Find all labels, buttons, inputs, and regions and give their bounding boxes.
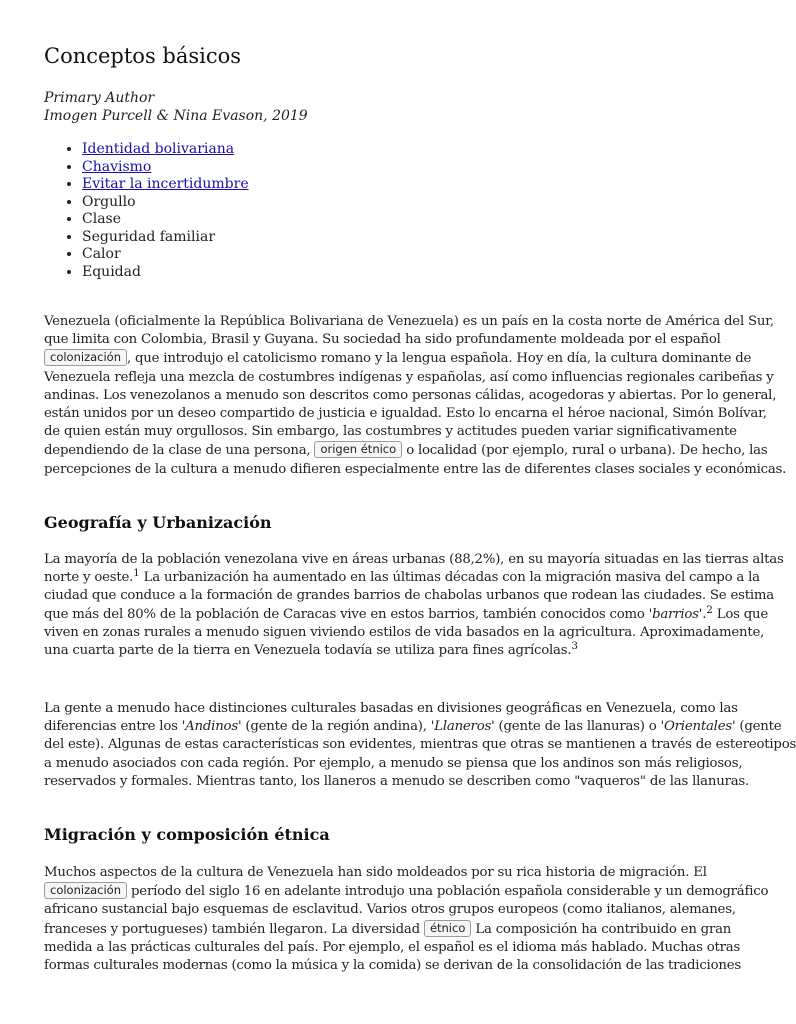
text-line: viven en zonas rurales a menudo siguen viviendo estilos de vida basados en la agricultura. Aproximadamente,: [44, 624, 765, 640]
concept-list-item: [82, 194, 249, 212]
concept-link[interactable]: Evitar la incertidumbre: [82, 176, 249, 192]
author-names: Imogen Purcell & Nina Evason, 2019: [44, 107, 308, 124]
concept-label: Orgullo: [82, 193, 136, 210]
text-line: medida a las prácticas culturales del país. Por ejemplo, el español es el idioma más hablado. Muchas otras: [44, 939, 741, 955]
text-span: franceses y portugueses) también llegaron. La diversidad: [44, 921, 420, 937]
text-span: norte y oeste.: [44, 570, 134, 586]
author-label: Primary Author: [44, 90, 155, 106]
text-line: percepciones de la cultura a menudo difieren especialmente entre las de diferentes clases sociales y económicas.: [44, 461, 787, 477]
section-heading-geografia: Geografía y Urbanización: [44, 513, 272, 532]
concept-label: Seguridad familiar: [82, 228, 216, 245]
italic-term: Andinos: [185, 719, 238, 735]
text-line: formas culturales modernas (como la música y la comida) se derivan de la consolidación de las tradiciones: [44, 958, 741, 974]
text-line: [44, 349, 752, 368]
author-block: [44, 90, 308, 125]
text-span: o localidad (por ejemplo, rural o urbana). De hecho, las: [406, 443, 768, 459]
migration-paragraph: [44, 864, 769, 975]
text-line: Venezuela refleja una mezcla de costumbres indígenas y españolas, así como influencias regionales caribeñas y: [44, 369, 774, 385]
regions-paragraph: [44, 700, 796, 791]
concept-list: [44, 141, 249, 281]
text-line: [44, 441, 768, 460]
text-span: La urbanización ha aumentado en las últimas décadas con la migración masiva del campo a la: [139, 570, 760, 586]
text-line: están unidos por un deseo compartido de justicia e igualdad. Esto lo encarna el héroe nacional, Simón Bolívar,: [44, 406, 767, 422]
text-line: [44, 603, 769, 624]
text-line: Muchos aspectos de la cultura de Venezuela han sido moldeados por su rica historia de migración. El: [44, 865, 707, 880]
text-line: ciudad que conduce a la formación de grandes barrios de chabolas urbanos que rodean las ciudades. Se estima: [44, 588, 774, 604]
text-line: [44, 718, 782, 736]
concept-label: Equidad: [82, 263, 141, 280]
text-line: que limita con Colombia, Brasil y Guyana. Su sociedad ha sido profundamente moldeada por el español: [44, 332, 721, 348]
text-line: [44, 882, 769, 901]
geography-paragraph: [44, 551, 784, 660]
concept-list-item[interactable]: [82, 176, 249, 194]
text-line: reservados y formales. Mientras tanto, los llaneros a menudo se describen como "vaqueros" de las llanuras.: [44, 773, 750, 789]
text-line: del este). Algunas de estas características son evidentes, mientras que otras se mantienen a través de estereotipos: [44, 737, 796, 753]
intro-paragraph: [44, 313, 787, 479]
term-tag-colonizacion-2[interactable]: colonización: [44, 882, 127, 899]
concept-list-item: [82, 211, 249, 229]
text-span: diferencias entre los ': [44, 719, 186, 735]
italic-term: Llaneros: [434, 719, 492, 735]
concept-list-item[interactable]: [82, 159, 249, 177]
concept-link[interactable]: Identidad bolivariana: [82, 141, 235, 157]
text-line: a menudo asociados con cada región. Por ejemplo, a menudo se piensa que los andinos son más religiosos,: [44, 755, 743, 771]
footnote-ref-1[interactable]: 1: [133, 567, 140, 580]
text-line: africano sustancial bajo esquemas de esclavitud. Varios otros grupos europeos (como italianos, alemanes,: [44, 902, 736, 918]
text-span: ' (gente de las llanuras) o ': [491, 719, 664, 735]
italic-term: Orientales: [663, 719, 732, 735]
text-line: [44, 920, 734, 939]
concept-label: Calor: [82, 246, 121, 262]
text-line: Venezuela (oficialmente la República Bolivariana de Venezuela) es un país en la costa norte de América del Sur,: [44, 314, 774, 329]
text-line: [44, 642, 734, 660]
text-line: andinas. Los venezolanos a menudo son descritos como personas cálidas, acogedoras y abiertas. Por lo general,: [44, 387, 777, 403]
footnote-ref-3[interactable]: 3: [571, 640, 578, 653]
term-tag-etnico[interactable]: étnico: [424, 920, 471, 937]
concept-list-item: [82, 246, 249, 264]
text-span: ' (gente de la región andina), ': [237, 719, 435, 735]
section-heading-migracion: Migración y composición étnica: [44, 825, 330, 844]
text-span: período del siglo 16 en adelante introdujo una población española considerable y un demográfico: [127, 884, 769, 900]
text-span: dependiendo de la clase de una persona,: [44, 443, 311, 459]
term-tag-origen-etnico[interactable]: origen étnico: [314, 441, 402, 458]
italic-term: 'barrios': [648, 606, 703, 622]
concept-list-item: [82, 264, 249, 282]
page-title: Conceptos básicos: [44, 44, 242, 68]
text-line: [44, 567, 760, 587]
text-line: La gente a menudo hace distinciones culturales basadas en divisiones geográficas en Venezuela, como las: [44, 701, 738, 716]
text-span: La composición ha contribuido en gran: [471, 921, 732, 937]
text-line: La mayoría de la población venezolana vive en áreas urbanas (88,2%), en su mayoría situadas en las tierras altas: [44, 552, 784, 567]
text-span: .: [702, 606, 707, 622]
concept-link[interactable]: Chavismo: [82, 158, 152, 175]
concept-label: Clase: [82, 211, 122, 227]
text-span: que más del 80% de la población de Caracas vive en estos barrios, también conocidos como: [44, 606, 649, 622]
text-span: Los que: [712, 606, 769, 622]
text-line: de quien están muy orgullosos. Sin embargo, las costumbres y actitudes pueden variar significativamente: [44, 424, 737, 440]
term-tag-colonizacion[interactable]: colonización: [44, 349, 127, 366]
concept-list-item[interactable]: [82, 141, 249, 159]
text-span: una cuarta parte de la tierra en Venezuela todavía se utiliza para fines agrícolas.: [44, 643, 572, 659]
text-span: ' (gente: [731, 719, 782, 735]
concept-list-item: [82, 229, 249, 247]
footnote-ref-2[interactable]: 2: [706, 603, 713, 616]
text-span: , que introdujo el catolicismo romano y la lengua española. Hoy en día, la cultura dominante de: [127, 351, 752, 367]
